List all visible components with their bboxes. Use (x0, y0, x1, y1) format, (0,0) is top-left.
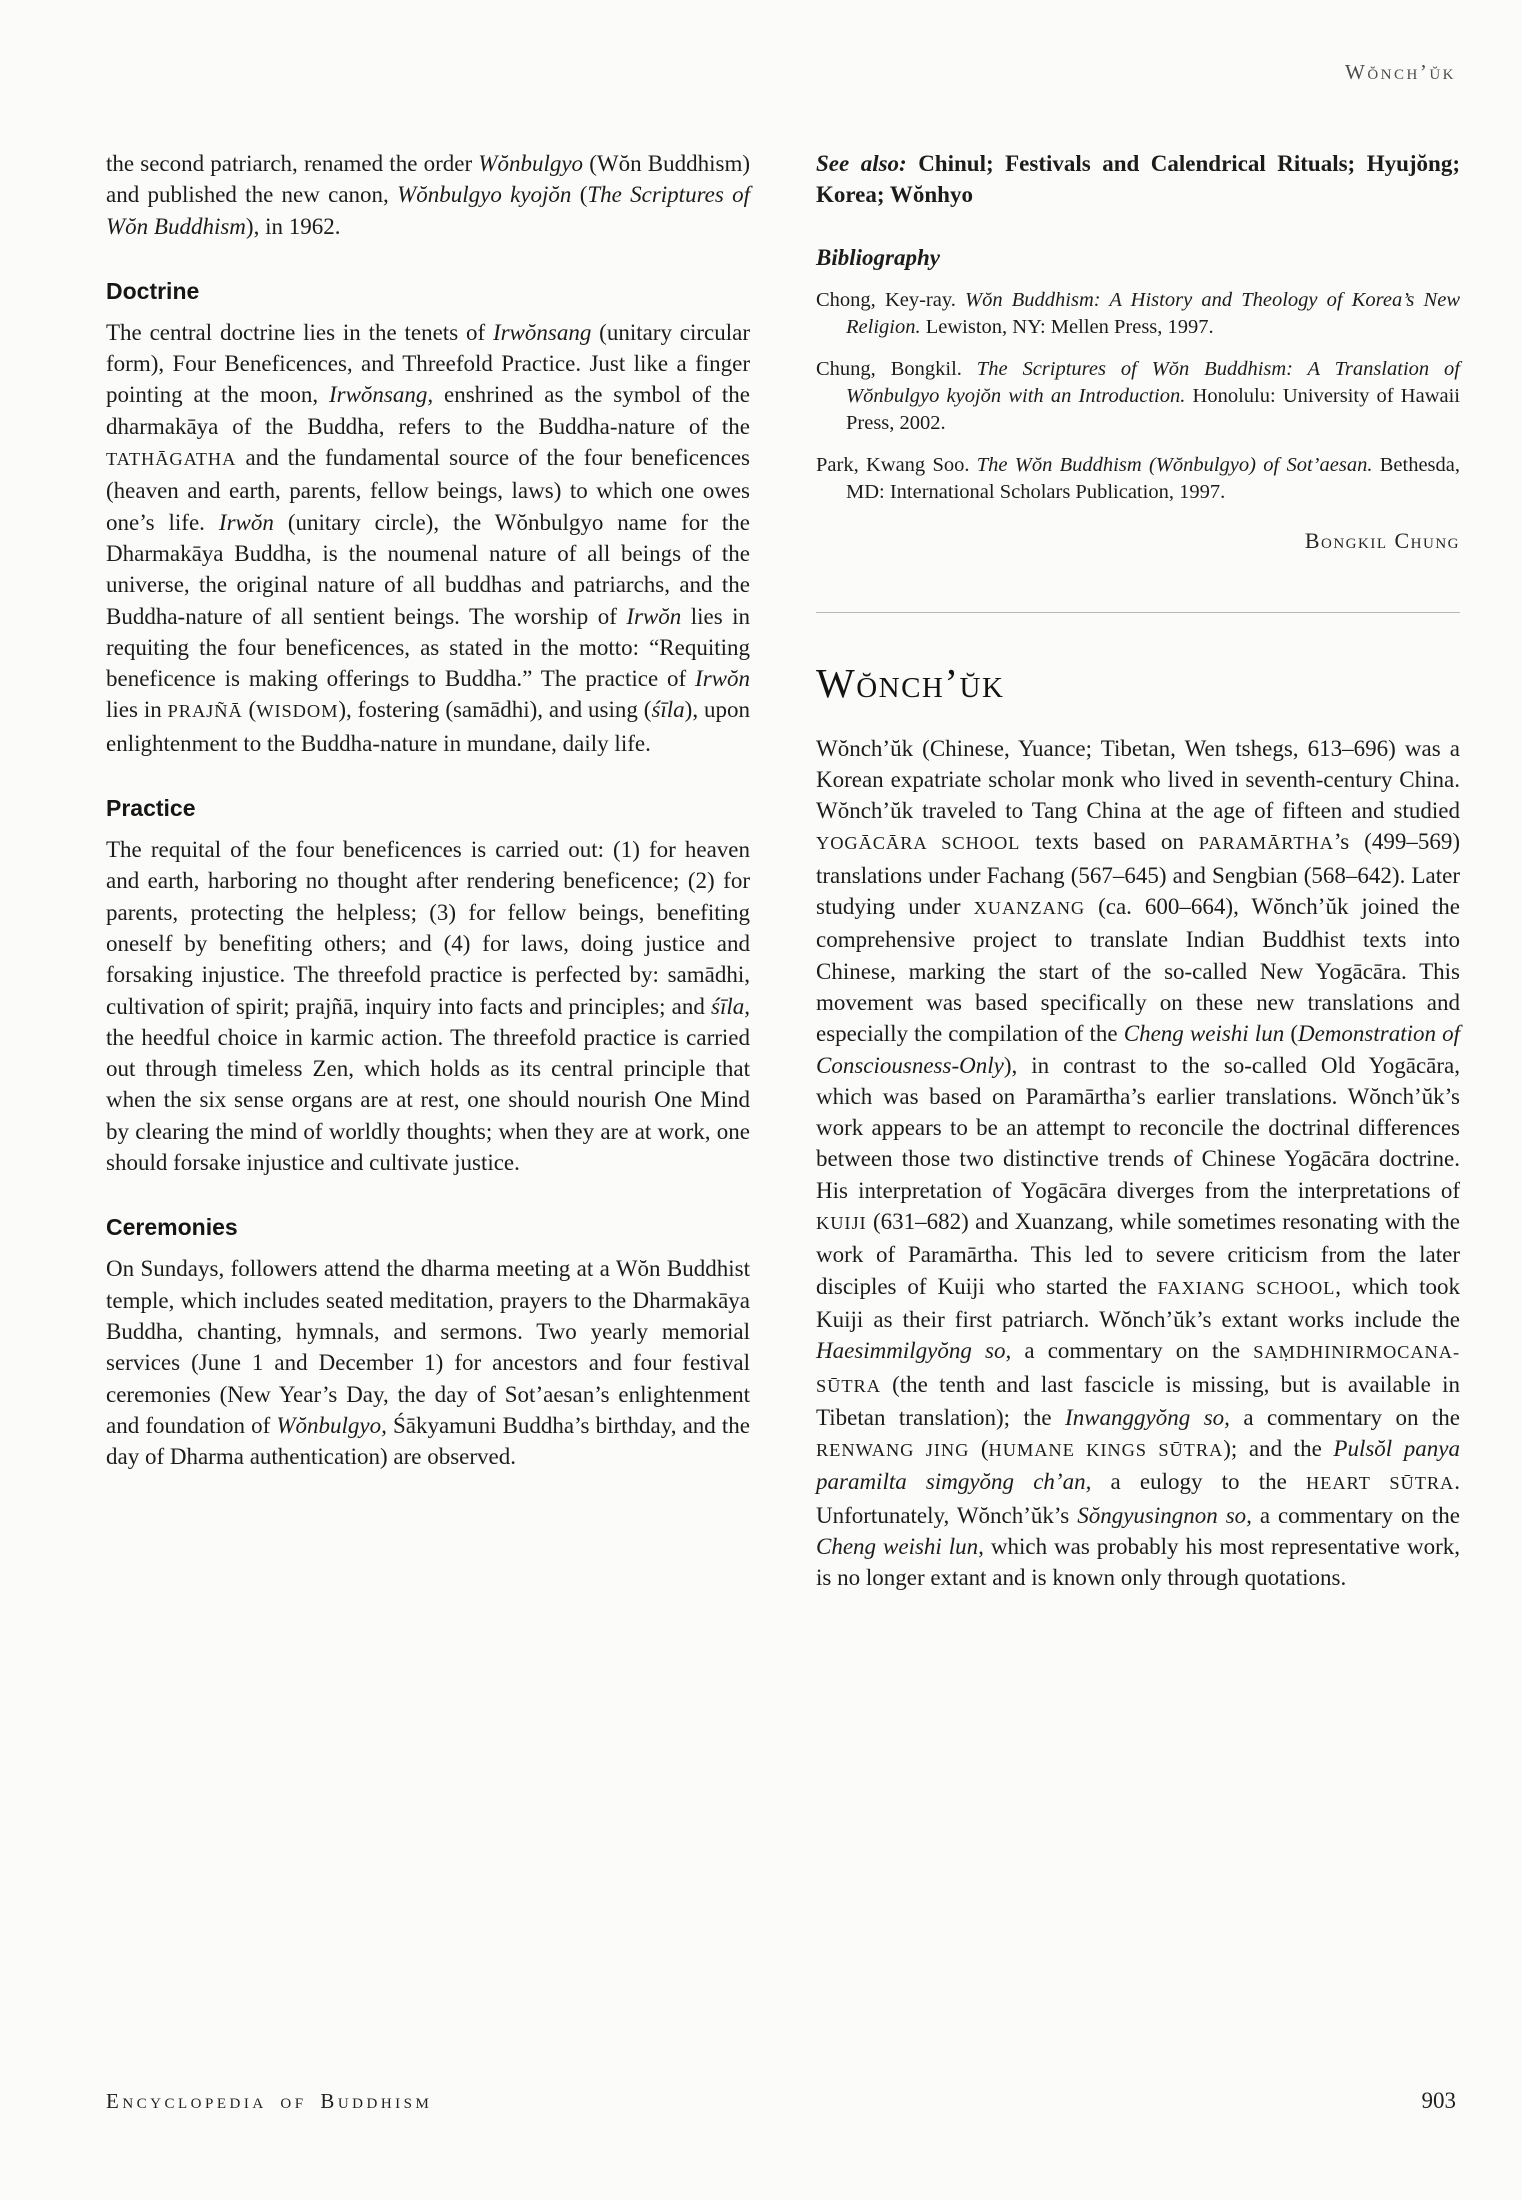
text-run: Irwŏn (218, 509, 274, 535)
text-run: KUIJI (816, 1213, 867, 1234)
text-run: ’s (499–569) translations under Fachang (567–645) and Sengbian (568–642). Later studying under (816, 829, 1460, 920)
text-run: enshrined as the symbol of the dharmakāya of the Buddha, refers to the Buddha-nature of the (106, 382, 750, 439)
text-run: a eulogy to the (1091, 1469, 1306, 1495)
text-run: śīla, (711, 993, 750, 1019)
article-title: Wŏnch’ŭk (816, 659, 1005, 706)
text-run: Honolulu: University of Hawaii Press, 2002. (846, 384, 1460, 434)
text-run: Irwŏn (695, 666, 750, 692)
text-run: ), in contrast to the so-called Old Yogācāra, which was based on Paramārtha’s earlier translations. Wŏnch’ŭk’s work appears to be an attempt to reconcile the doctrinal differences between those two distinctive trends of Chinese Yogācāra doctrine. His interpretation of Yogācāra diverges from the interpretations of (816, 1052, 1460, 1203)
text-run: Wŏnbulgyo kyojŏn (397, 182, 572, 208)
text-run: YOGĀCĀRA SCHOOL (816, 833, 1021, 854)
section-heading: Doctrine (106, 277, 200, 304)
text-run: (Wŏn Buddhism) and published the new canon, (106, 151, 750, 208)
text-run: The central doctrine lies in the tenets of (106, 319, 493, 345)
paragraph (106, 1253, 750, 1472)
text-run: Chinul; Festivals and Calendrical Rituals; Hyujŏng; Korea; Wŏnhyo (816, 151, 1460, 208)
text-run: . Unfortunately, Wŏnch’ŭk’s (816, 1469, 1460, 1528)
continuation-paragraph (106, 148, 750, 242)
text-run: PRAJÑĀ (167, 701, 243, 722)
text-run: a commentary on the (1011, 1338, 1254, 1364)
left-column (106, 148, 750, 1594)
text-run: WISDOM (256, 701, 339, 722)
text-run: a commentary on the (1229, 1404, 1460, 1430)
text-run: The Scriptures of Wŏn Buddhism (106, 182, 750, 239)
text-run: (unitary circular form), Four Beneficences, and Threefold Practice. Just like a finger pointing at the moon, (106, 319, 751, 408)
text-run: ( (242, 697, 257, 723)
text-run: Wŏn Buddhism: A History and Theology of Korea’s New Religion. (846, 288, 1460, 338)
section-heading: Ceremonies (106, 1214, 238, 1241)
text-run: lies in (106, 697, 168, 723)
text-run: The Scriptures of Wŏn Buddhism: A Translation of Wŏnbulgyo kyojŏn with an Introduction. (846, 357, 1460, 407)
text-run: On Sundays, followers attend the dharma meeting at a Wŏn Buddhist temple, which includes seated meditation, prayers to the Dharmakāya Buddha, chanting, hymnals, and sermons. Two yearly memorial services (June 1 and December 1) for ancestors and four festival ceremonies (New Year’s Day, the day of Sot’aesan’s enlightenment and foundation of (106, 1256, 750, 1438)
text-run: Wŏnbulgyo (478, 151, 584, 176)
text-run: ); and the (1223, 1436, 1334, 1462)
text-run: ( (571, 182, 588, 208)
section-divider (816, 612, 1460, 613)
article-body (816, 733, 1460, 1594)
text-run: ( (969, 1436, 989, 1462)
text-run: Inwanggyŏng so, (1065, 1404, 1230, 1430)
text-run: lies in requiting the four beneficences, as stated in the motto: “Requiting beneficence is making offerings to Buddha.” The practice of (106, 603, 750, 692)
page-number: 903 (1421, 2088, 1456, 2113)
text-run: FAXIANG SCHOOL (1157, 1277, 1336, 1298)
text-run: The requital of the four beneficences is carried out: (1) for heaven and earth, harboring no thought after rendering beneficence; (2) for parents, protecting the helpless; (3) for fellow beings, benefiting oneself by benefiting others; and (4) for laws, doing justice and forsaking injustice. The threefold practice is perfected by: samādhi, cultivation of spirit; prajñā, inquiry into facts and principles; and (106, 837, 750, 1019)
text-run: RENWANG JING (816, 1440, 970, 1461)
paragraph (106, 834, 750, 1178)
text-run: ), fostering (samādhi), and using ( (338, 697, 652, 723)
page-footer (106, 2088, 1456, 2114)
text-run: The Wŏn Buddhism (Wŏnbulgyo) of Sot’aesan. (976, 453, 1373, 476)
text-run: texts based on (1020, 829, 1199, 855)
text-run: ( (1284, 1021, 1298, 1047)
text-run: (ca. 600–664), Wŏnch’ŭk joined the comprehensive project to translate Indian Buddhist texts into Chinese, marking the start of the so-called New Yogācāra. This movement was based specifically on these new translations and especially the compilation of the (816, 894, 1460, 1047)
text-run: and the fundamental source of the four beneficences (heaven and earth, parents, fellow beings, laws) to which one owes one’s life. (106, 445, 750, 535)
text-run: Cheng weishi lun (1123, 1021, 1285, 1047)
text-run: HEART SŪTRA (1305, 1473, 1455, 1494)
see-also-references (816, 151, 1460, 207)
text-run: SAṂDHINIRMOCANA-SŪTRA (816, 1342, 1460, 1396)
article-paragraph (816, 733, 1460, 1594)
bibliography-entry (816, 287, 1460, 341)
text-run: HUMANE KINGS SŪTRA (988, 1440, 1224, 1461)
text-run: which was probably his most representative work, is no longer extant and is known only through quotations. (816, 1534, 1460, 1591)
text-run: Irwŏnsang (492, 319, 592, 345)
text-run: Wŏnch’ŭk (Chinese, Yuance; Tibetan, Wen tshegs, 613–696) was a Korean expatriate scholar monk who lived in seventh-century China. Wŏnch’ŭk traveled to Tang China at the age of fifteen and studied (816, 735, 1460, 824)
text-run: Irwŏnsang, (328, 382, 434, 408)
text-run: ), upon enlightenment to the Buddha-nature in mundane, daily life. (106, 697, 750, 756)
text-run: (unitary circle), the Wŏnbulgyo name for the Dharmakāya Buddha, is the noumenal nature of all beings of the universe, the original nature of all buddhas and patriarchs, and the Buddha-nature of all sentient beings. The worship of (106, 509, 750, 629)
see-also-label: See also: (816, 151, 907, 176)
text-run: Pulsŏl panya paramilta simgyŏng ch’an, (816, 1436, 1460, 1495)
running-head: Wŏnch’ŭk (1345, 60, 1456, 84)
text-run: śīla (651, 697, 685, 723)
text-run: TATHĀGATHA (106, 449, 237, 470)
see-also (816, 148, 1460, 211)
bibliography-entries (816, 287, 1460, 506)
text-run: XUANZANG (973, 898, 1086, 919)
right-column (816, 148, 1460, 1594)
text-run: Cheng weishi lun, (816, 1534, 984, 1560)
author-attribution: Bongkil Chung (1304, 527, 1460, 553)
text-run: Wŏnbulgyo, (276, 1412, 387, 1438)
page-columns (106, 148, 1460, 1594)
section-heading: Practice (106, 795, 196, 822)
text-run: the heedful choice in karmic action. The threefold practice is carried out through timeless Zen, which holds as its central principle that when the six sense organs are at rest, one should nourish One Mind by clearing the mind of worldly thoughts; when they are at work, one should forsake injustice and cultivate justice. (106, 1024, 750, 1176)
text-run: Haesimmilgyŏng so, (816, 1338, 1012, 1364)
bibliography-entry (816, 356, 1460, 437)
paragraph (106, 317, 750, 759)
text-run: (the tenth and last fascicle is missing, but is available in Tibetan translation); the (816, 1371, 1460, 1430)
text-run: Chung, Bongkil. (816, 357, 977, 380)
text-run: a commentary on the (1251, 1502, 1461, 1528)
text-run: PARAMĀRTHA (1198, 833, 1334, 854)
text-run: Demonstration of Consciousness-Only (816, 1021, 1460, 1078)
footer-title: Encyclopedia of Buddhism (106, 2089, 433, 2113)
text-run: Park, Kwang Soo. (816, 453, 977, 476)
text-run: Bethesda, MD: International Scholars Publication, 1997. (846, 453, 1460, 503)
bibliography-entry (816, 452, 1460, 506)
text-run: Śākyamuni Buddha’s birthday, and the day of Dharma authentication) are observed. (106, 1412, 750, 1470)
text-run: the second patriarch, renamed the order (106, 151, 479, 176)
text-run: Lewiston, NY: Mellen Press, 1997. (920, 315, 1214, 338)
left-sections (106, 278, 750, 1473)
text-run: , which took Kuiji as their first patriarch. Wŏnch’ŭk’s extant works include the (816, 1273, 1460, 1332)
bibliography-heading: Bibliography (816, 244, 940, 270)
text-run: Irwŏn (626, 603, 682, 629)
text-run: (631–682) and Xuanzang, while sometimes resonating with the work of Paramārtha. This led to severe criticism from the later disciples of Kuiji who started the (816, 1209, 1460, 1299)
text-run: Chong, Key-ray. (816, 288, 966, 311)
text-run: ), in 1962. (245, 213, 341, 239)
text-run: Sŏngyusingnon so, (1077, 1502, 1252, 1528)
